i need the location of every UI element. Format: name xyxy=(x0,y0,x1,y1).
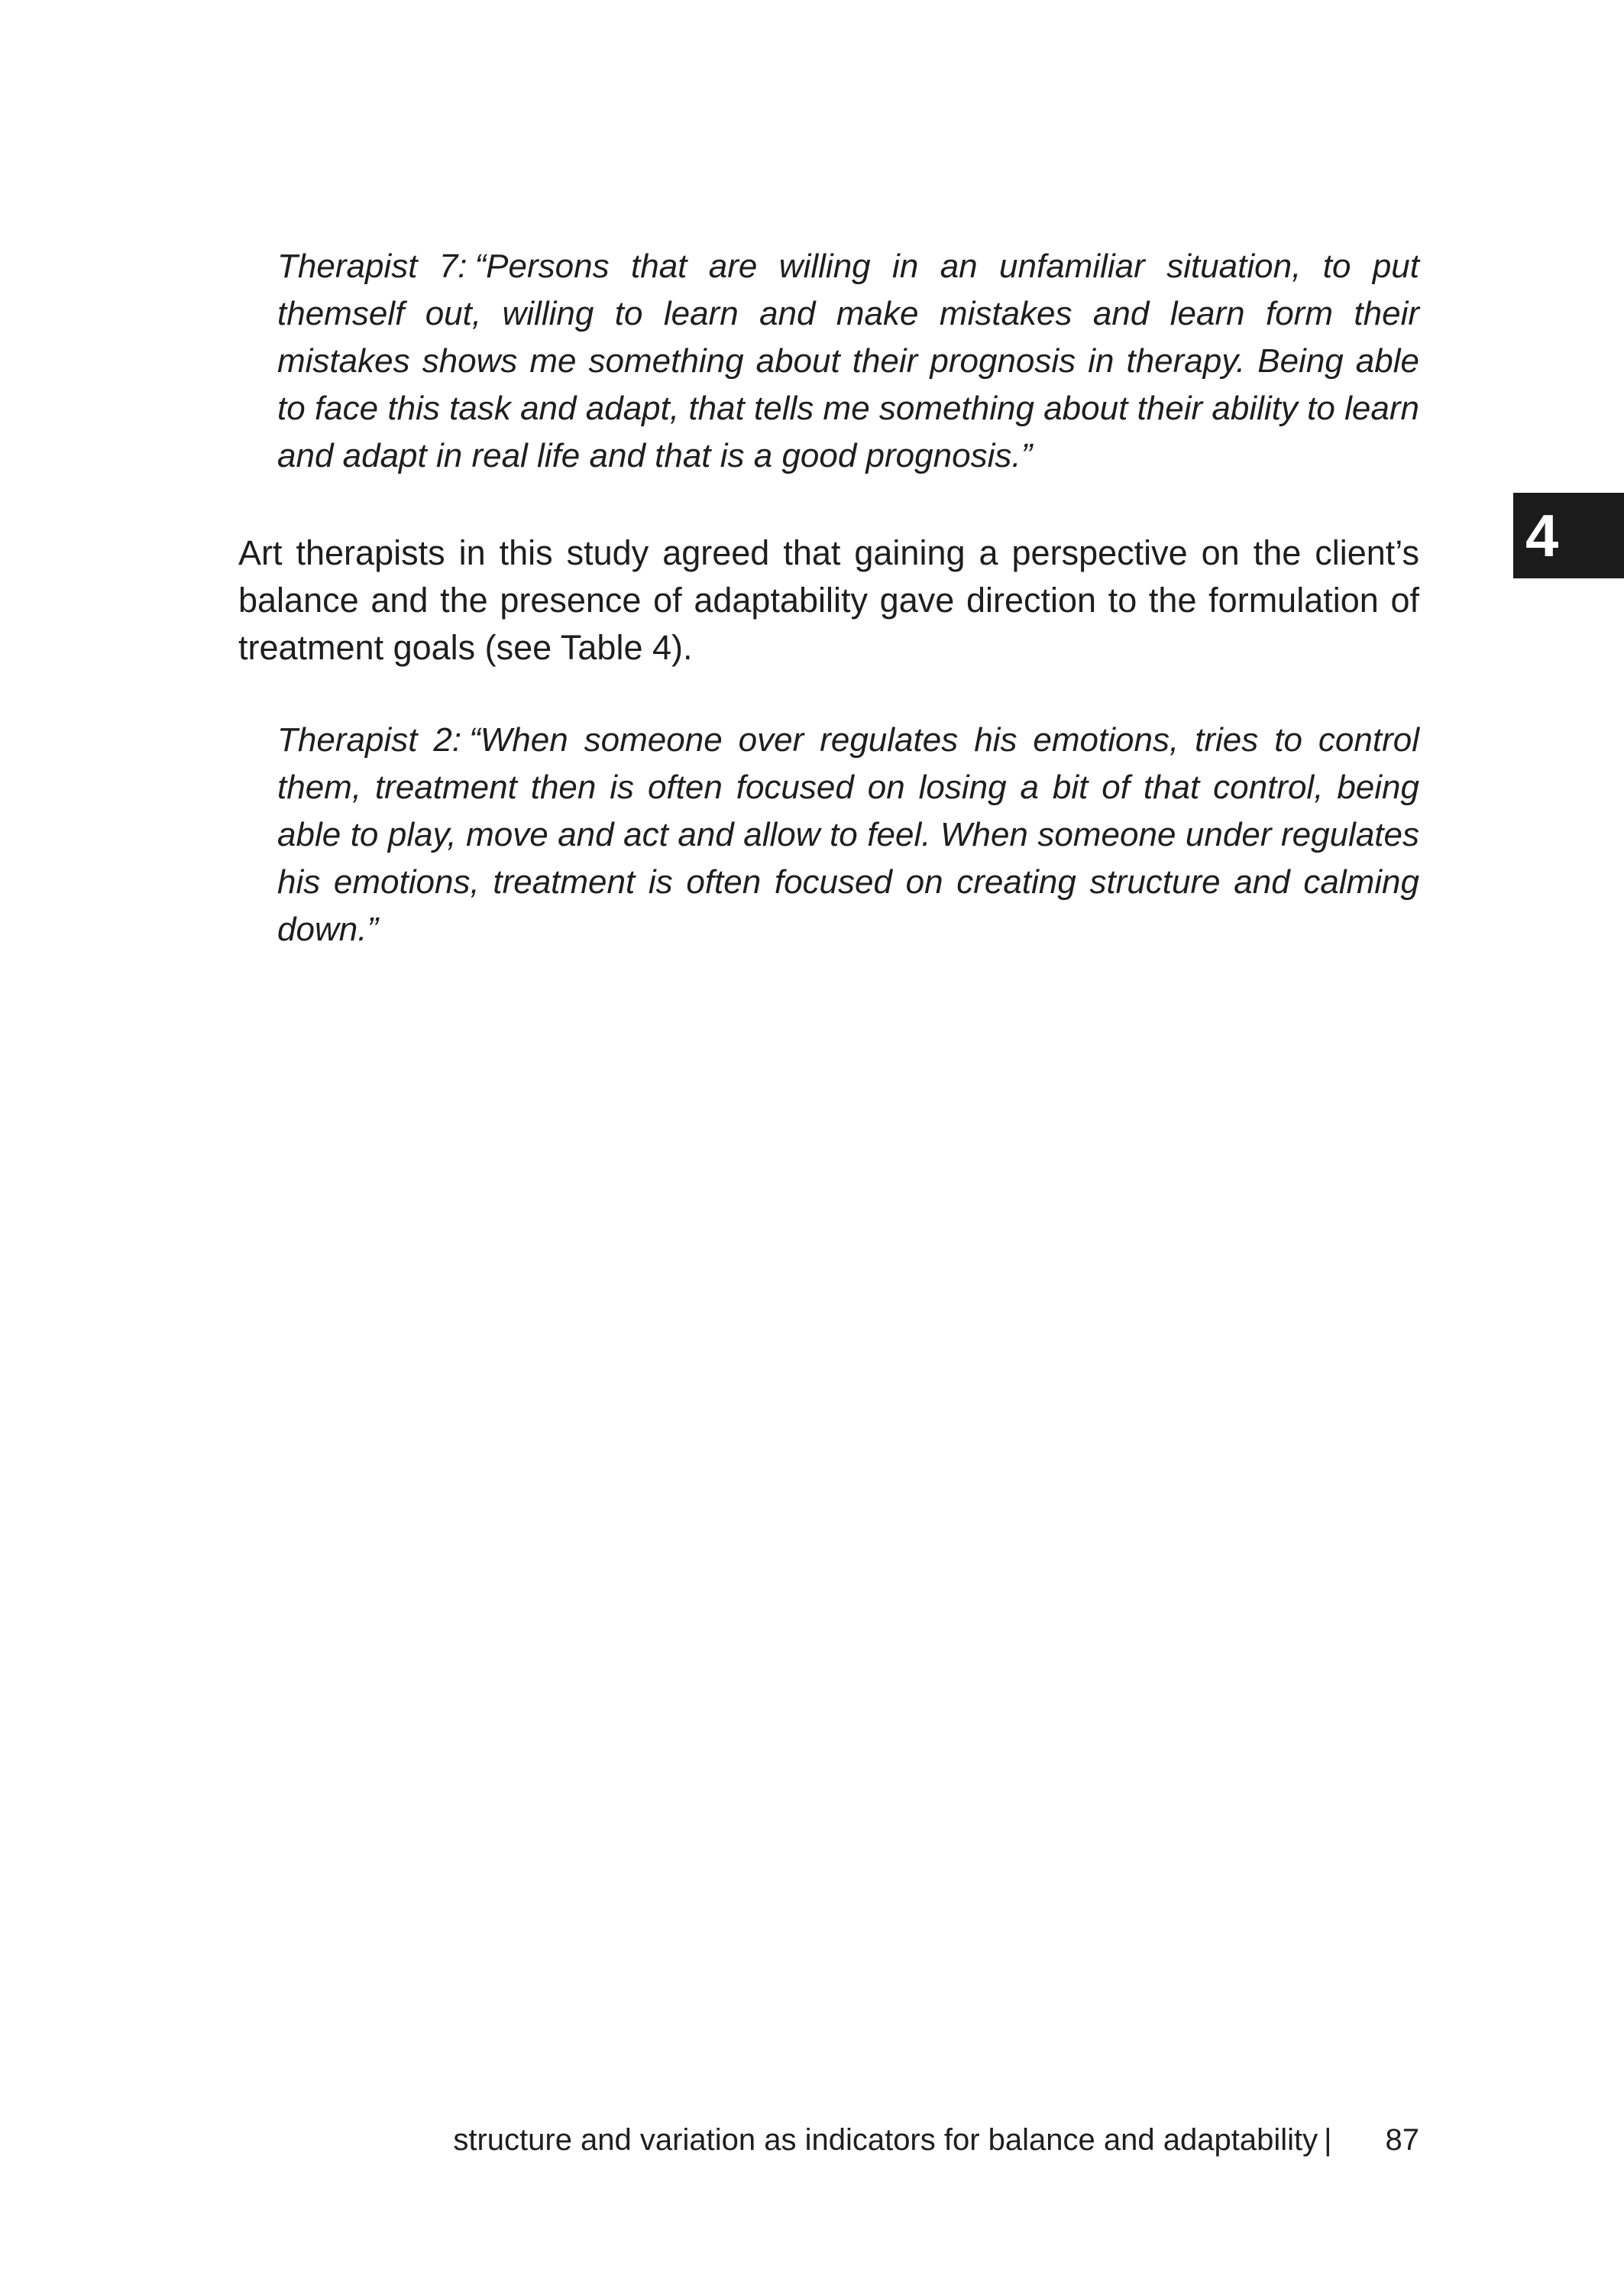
quote-text: “When someone over regulates his emotions, tries to control them, treatment then is often focused on losing a bit of that control, being able to play, move and act and allow to feel. When someone under regulates his emotions, treatment is often focused on creating structure and calming down.” xyxy=(277,721,1419,948)
page-footer xyxy=(453,2120,1419,2160)
quote-therapist-7 xyxy=(277,243,1419,480)
quote-speaker: Therapist 2: xyxy=(277,721,462,759)
running-title: structure and variation as indicators for balance and adaptability xyxy=(453,2123,1318,2157)
quote-speaker: Therapist 7: xyxy=(277,248,467,285)
footer-separator: | xyxy=(1324,2123,1332,2157)
body-paragraph: Art therapists in this study agreed that gaining a perspective on the client’s balance and the presence of adaptability gave direction to the formulation of treatment goals (see Table 4). xyxy=(238,533,1419,667)
quote-therapist-2 xyxy=(277,717,1419,953)
quote-text: “Persons that are willing in an unfamiliar situation, to put themself out, willing to learn and make mistakes and learn form their mistakes shows me something about their prognosis in therapy. Being able to face this task and adapt, that tells me something about their ability to learn and adapt in real life and that is a good prognosis.” xyxy=(277,248,1419,474)
chapter-tab: 4 xyxy=(1513,493,1624,578)
page-number: 87 xyxy=(1385,2123,1419,2157)
